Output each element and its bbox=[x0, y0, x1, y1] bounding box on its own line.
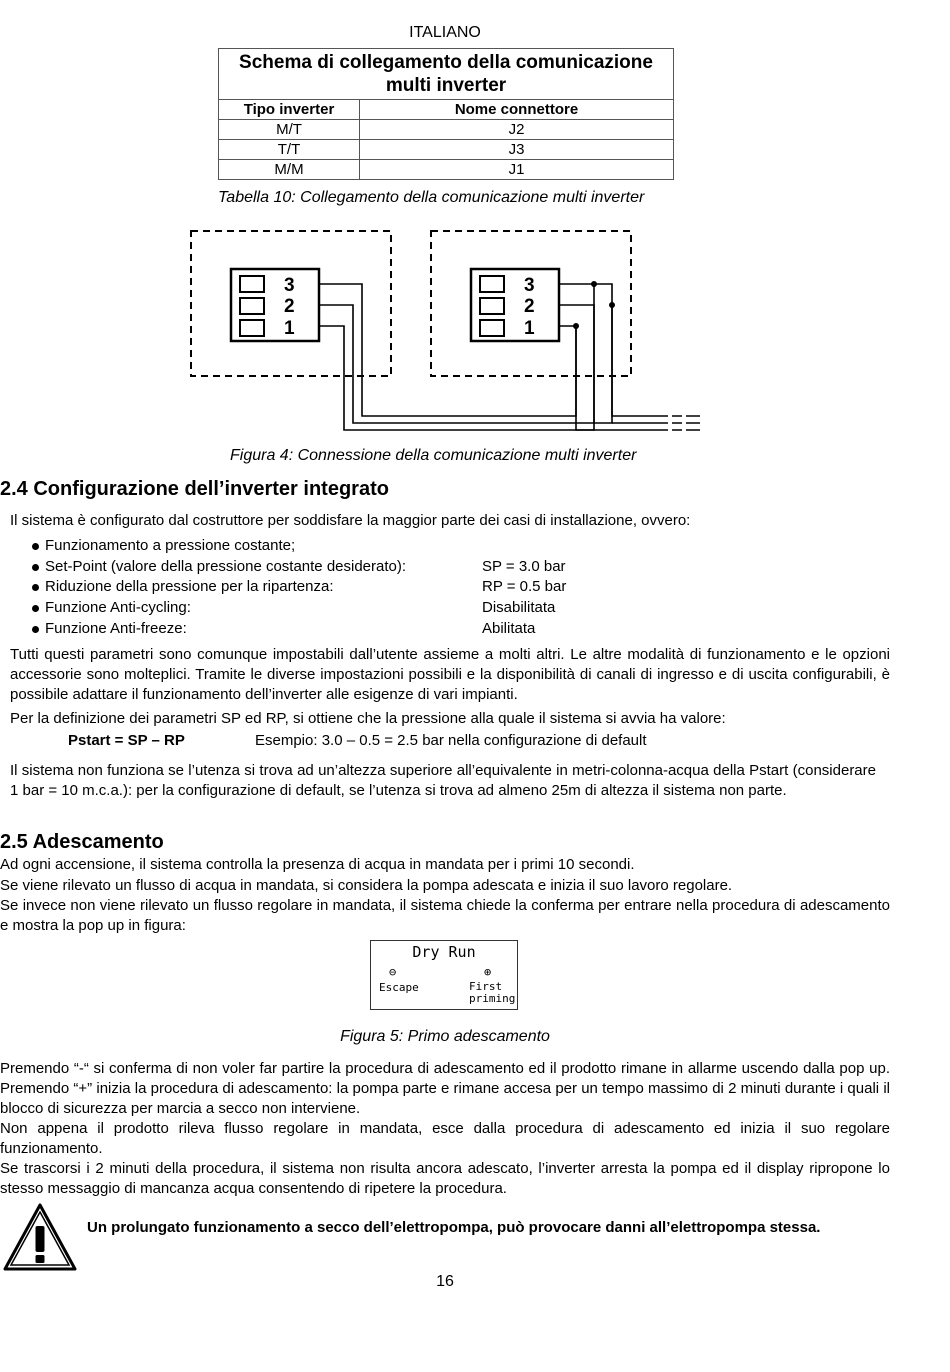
list-item bbox=[30, 536, 406, 557]
right-terminal-1: 1 bbox=[524, 318, 535, 339]
left-terminal-2: 2 bbox=[284, 296, 295, 317]
pstart-example: Esempio: 3.0 – 0.5 = 2.5 bar nella configurazione di default bbox=[255, 732, 647, 749]
right-terminal-3: 3 bbox=[524, 275, 535, 296]
list-item bbox=[30, 598, 556, 619]
first-priming-line-2: priming bbox=[469, 992, 516, 1005]
left-connector bbox=[231, 269, 319, 341]
bullet-icon bbox=[32, 605, 39, 612]
left-terminal-3: 3 bbox=[284, 275, 295, 296]
list-item-value: Disabilitata bbox=[482, 599, 556, 617]
section-2-5-paragraph-5: Non appena il prodotto rileva flusso regolare in mandata, esce dalla procedura di adescamento ed inizia il suo regolare funzionamento. bbox=[0, 1120, 890, 1157]
first-priming-line-1: First bbox=[469, 980, 503, 993]
section-2-5-line-1: Ad ogni accensione, il sistema controlla la presenza di acqua in mandata per i primi 10 secondi. bbox=[0, 856, 635, 873]
list-item bbox=[30, 619, 536, 640]
list-item-label: Set-Point (valore della pressione costante desiderato): bbox=[45, 557, 407, 575]
right-terminal-2: 2 bbox=[524, 296, 535, 317]
connection-diagram bbox=[0, 0, 950, 450]
left-terminal-1: 1 bbox=[284, 318, 295, 339]
section-2-5-title: 2.5 Adescamento bbox=[0, 831, 164, 853]
list-item bbox=[30, 557, 566, 578]
table-caption: Tabella 10: Collegamento della comunicazione multi inverter bbox=[218, 189, 645, 206]
bullet-icon bbox=[32, 564, 39, 571]
list-item bbox=[30, 577, 567, 598]
section-2-4-paragraph-2: Per la definizione dei parametri SP ed RP, si ottiene che la pressione alla quale il sistema si avvia ha valore: bbox=[10, 710, 726, 727]
table-cell-type: M/T bbox=[219, 120, 360, 140]
popup-title: Dry Run bbox=[412, 943, 476, 961]
list-item-label: Funzionamento a pressione costante; bbox=[45, 537, 296, 554]
list-item-value: RP = 0.5 bar bbox=[482, 578, 567, 596]
table-cell-connector: J2 bbox=[360, 120, 674, 140]
bullet-icon bbox=[32, 543, 39, 550]
bullet-icon bbox=[32, 584, 39, 591]
warning-text: Un prolungato funzionamento a secco dell’elettropompa, può provocare danni all’elettropompa stessa. bbox=[87, 1219, 821, 1236]
list-item-value: SP = 3.0 bar bbox=[482, 557, 566, 575]
default-settings-list bbox=[30, 536, 567, 639]
table-cell-type: M/M bbox=[219, 160, 360, 180]
section-2-4-paragraph-1: Tutti questi parametri sono comunque impostabili dall’utente assieme a molti altri. Le altre modalità di funzionamento e le opzioni accessorie sono molteplici. Tramite le diverse impostazioni possibili e la disponibilità di canali di ingresso e di uscita configurabili, è possibile adattare il funzionamento dell’inverter alle esigenze di vari impianti. bbox=[10, 646, 890, 703]
table-header-type: Tipo inverter bbox=[219, 100, 360, 120]
list-item-label: Funzione Anti-cycling: bbox=[45, 599, 191, 617]
header-language: ITALIANO bbox=[409, 24, 481, 41]
section-2-5-line-2: Se viene rilevato un flusso di acqua in mandata, si considera la pompa adescata e inizia il suo lavoro regolare. bbox=[0, 877, 733, 894]
list-item-label: Funzione Anti-freeze: bbox=[45, 619, 187, 637]
warning-icon bbox=[2, 1202, 78, 1272]
section-2-5-paragraph-6: Se trascorsi i 2 minuti della procedura, il sistema non risulta ancora adescato, l’inverter arresta la pompa ed il display ripropone lo stesso messaggio di mancanza acqua consentendo di ripetere la procedura. bbox=[0, 1160, 890, 1197]
section-2-4-intro: Il sistema è configurato dal costruttore per soddisfare la maggior parte dei casi di installazione, ovvero: bbox=[10, 512, 691, 529]
table-cell-connector: J1 bbox=[360, 160, 674, 180]
pstart-formula: Pstart = SP – RP bbox=[68, 732, 185, 749]
section-2-4-paragraph-3: Il sistema non funziona se l’utenza si trova ad un’altezza superiore all’equivalente in metri-colonna-acqua della Pstart (considerare 1 bar = 10 m.c.a.): per la configurazione di default, se l’utenza si trova ad almeno 25m di altezza il sistema non parte. bbox=[10, 762, 876, 799]
minus-icon: ⊖ bbox=[389, 965, 397, 979]
list-item-value: Abilitata bbox=[482, 619, 536, 637]
section-2-4-title: 2.4 Configurazione dell’inverter integrato bbox=[0, 478, 389, 500]
right-connector bbox=[471, 269, 559, 341]
escape-label: Escape bbox=[379, 981, 419, 994]
figure4-caption: Figura 4: Connessione della comunicazione multi inverter bbox=[230, 447, 637, 464]
dry-run-popup bbox=[370, 940, 518, 1010]
table-cell-connector: J3 bbox=[360, 140, 674, 160]
section-2-5-line-3: Se invece non viene rilevato un flusso regolare in mandata, il sistema chiede la conferma per entrare nella procedura di adescamento e mostra la pop up in figura: bbox=[0, 897, 890, 934]
table-cell-type: T/T bbox=[219, 140, 360, 160]
list-item-label: Riduzione della pressione per la ripartenza: bbox=[45, 578, 334, 596]
table-header-connector: Nome connettore bbox=[360, 100, 674, 120]
bullet-icon bbox=[32, 626, 39, 633]
first-priming-label bbox=[469, 981, 515, 1005]
page-number: 16 bbox=[436, 1273, 454, 1290]
figure5-caption: Figura 5: Primo adescamento bbox=[340, 1028, 550, 1045]
table-title: Schema di collegamento della comunicazione multi inverter bbox=[219, 49, 674, 100]
plus-icon: ⊕ bbox=[484, 965, 492, 979]
section-2-5-paragraph-4: Premendo “-“ si conferma di non voler far partire la procedura di adescamento ed il prodotto rimane in allarme uscendo dalla pop up. Premendo “+” inizia la procedura di adescamento: la pompa parte e rimane accesa per un tempo massimo di 2 minuti durante i quali il blocco di sicurezza per marcia a secco non interviene. bbox=[0, 1060, 890, 1117]
